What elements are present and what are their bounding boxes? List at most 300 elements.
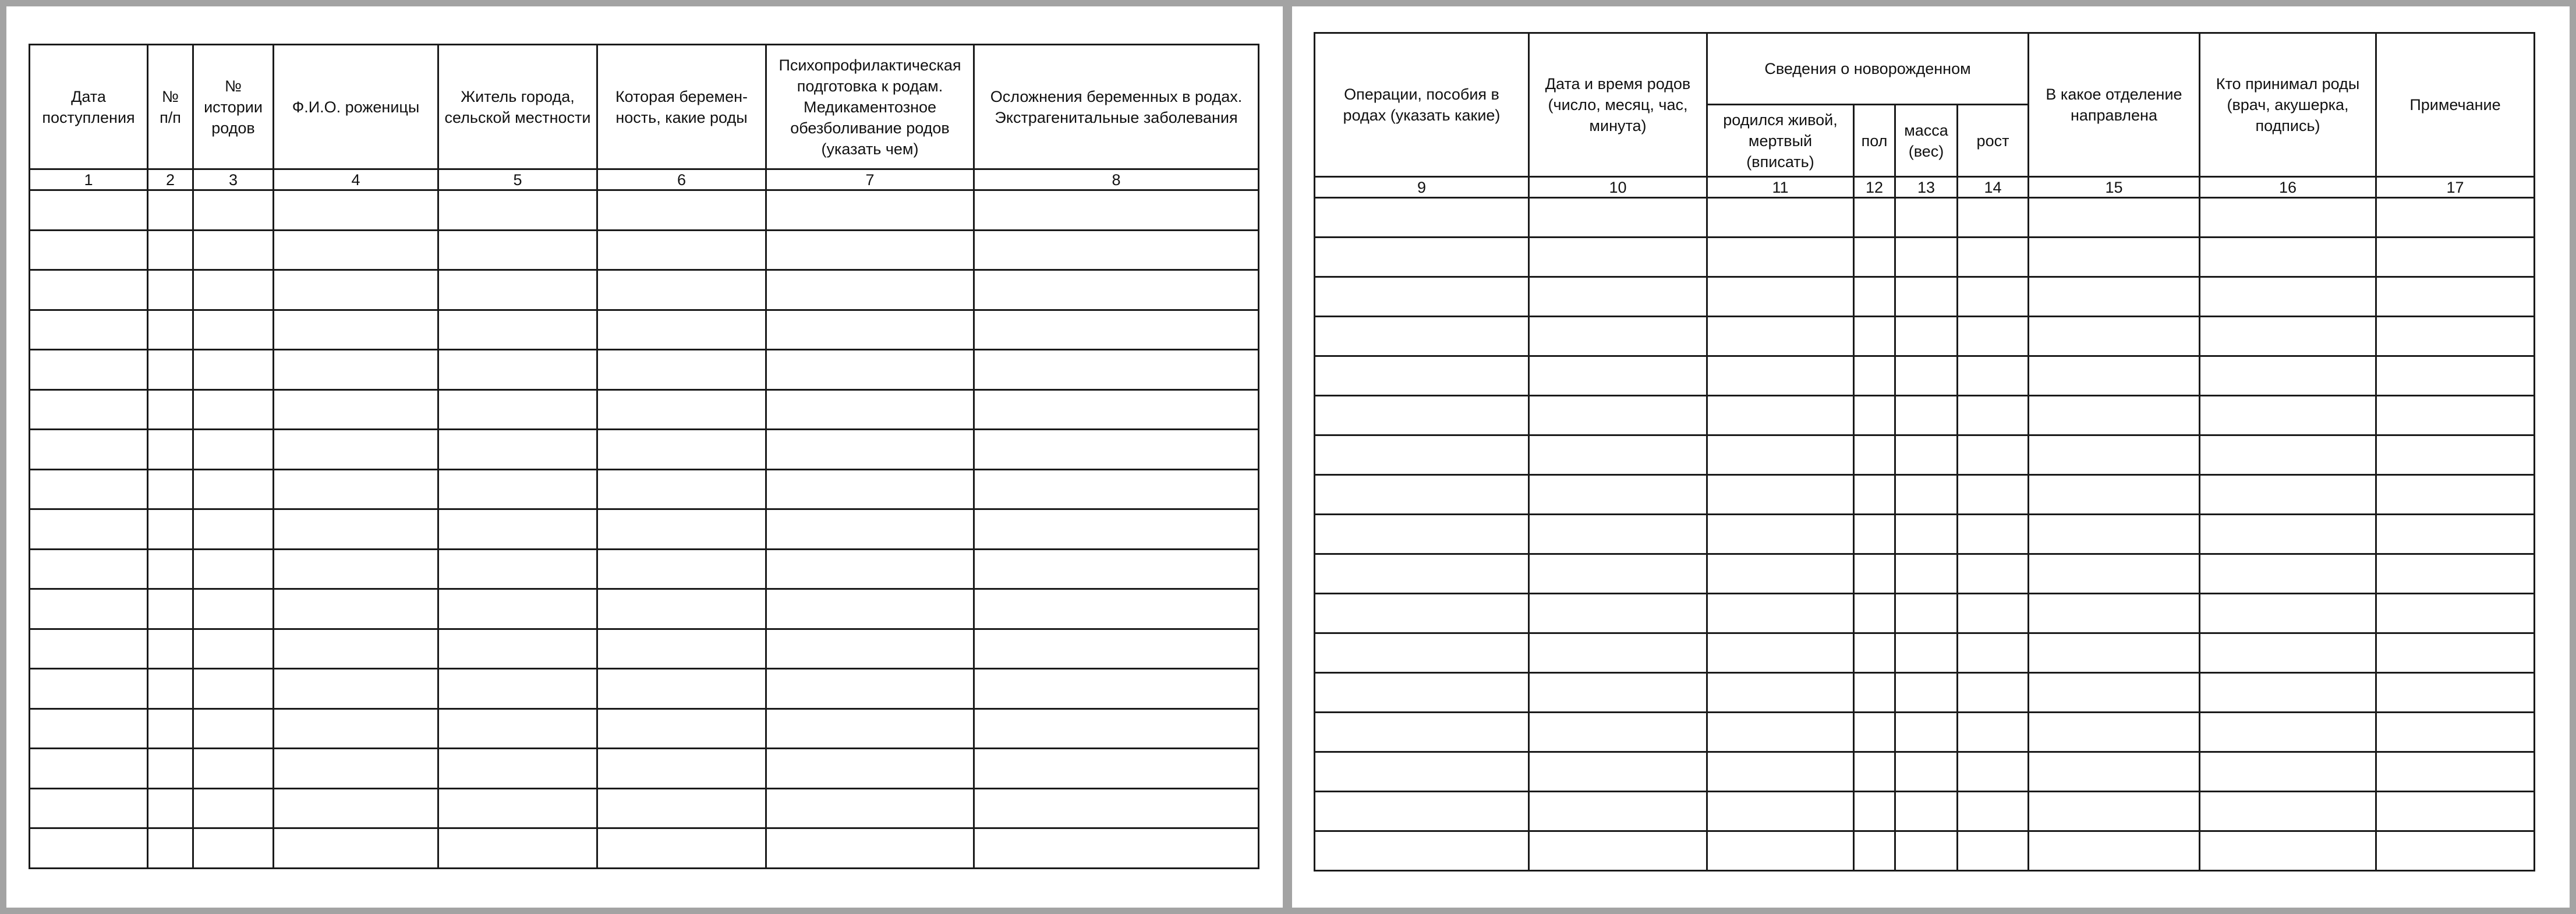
entry-cell[interactable] — [1895, 554, 1958, 594]
entry-cell[interactable] — [30, 389, 148, 430]
entry-cell[interactable] — [766, 708, 974, 749]
entry-cell[interactable] — [1895, 633, 1958, 673]
column-number-row — [1315, 177, 2535, 198]
entry-cell[interactable] — [2200, 435, 2376, 475]
entry-cell[interactable] — [974, 509, 1259, 550]
entry-cell[interactable] — [766, 270, 974, 310]
entry-cell[interactable] — [274, 788, 438, 828]
entry-cell[interactable] — [1854, 435, 1895, 475]
entry-cell[interactable] — [1315, 594, 1529, 633]
entry-cell[interactable] — [30, 629, 148, 669]
entry-cell[interactable] — [438, 430, 597, 470]
header-operations: Операции, пособия в родах (указать какие) — [1315, 33, 1529, 177]
entry-cell[interactable] — [1854, 713, 1895, 752]
entry-cell[interactable] — [1707, 198, 1854, 238]
entry-cell[interactable] — [1529, 792, 1707, 831]
entry-cell[interactable] — [148, 430, 193, 470]
entry-cell[interactable] — [148, 389, 193, 430]
entry-cell[interactable] — [2376, 831, 2535, 871]
entry-cell[interactable] — [30, 469, 148, 509]
entry-cell[interactable] — [1895, 792, 1958, 831]
entry-cell[interactable] — [766, 549, 974, 589]
entry-cell[interactable] — [1529, 673, 1707, 713]
entry-cell[interactable] — [1958, 633, 2029, 673]
entry-cell[interactable] — [274, 549, 438, 589]
entry-cell[interactable] — [2029, 633, 2200, 673]
entry-cell[interactable] — [2376, 752, 2535, 792]
entry-cell[interactable] — [2029, 238, 2200, 277]
entry-cell[interactable] — [30, 350, 148, 390]
entry-cell[interactable] — [1707, 792, 1854, 831]
entry-cell[interactable] — [1707, 594, 1854, 633]
entry-cell[interactable] — [274, 389, 438, 430]
entry-cell[interactable] — [2376, 277, 2535, 317]
entry-cell[interactable] — [1958, 515, 2029, 554]
entry-cell[interactable] — [2376, 713, 2535, 752]
entry-cell[interactable] — [974, 788, 1259, 828]
entry-cell[interactable] — [1707, 356, 1854, 396]
entry-cell[interactable] — [438, 669, 597, 709]
entry-cell[interactable] — [1707, 673, 1854, 713]
entry-cell[interactable] — [2376, 475, 2535, 515]
entry-cell[interactable] — [1854, 198, 1895, 238]
entry-cell[interactable] — [1315, 277, 1529, 317]
entry-cell[interactable] — [1315, 673, 1529, 713]
entry-cell[interactable] — [1315, 396, 1529, 435]
entry-cell[interactable] — [597, 549, 766, 589]
entry-cell[interactable] — [438, 788, 597, 828]
entry-cell[interactable] — [1958, 594, 2029, 633]
entry-cell[interactable] — [2376, 198, 2535, 238]
entry-cell[interactable] — [1958, 792, 2029, 831]
entry-cell[interactable] — [2200, 554, 2376, 594]
entry-cell[interactable] — [597, 310, 766, 350]
entry-cell[interactable] — [438, 190, 597, 231]
entry-cell[interactable] — [193, 469, 274, 509]
entry-cell[interactable] — [1529, 198, 1707, 238]
entry-cell[interactable] — [2029, 713, 2200, 752]
entry-cell[interactable] — [1958, 554, 2029, 594]
entry-cell[interactable] — [2029, 792, 2200, 831]
entry-cell[interactable] — [1958, 277, 2029, 317]
entry-cell[interactable] — [2200, 633, 2376, 673]
entry-cell[interactable] — [974, 549, 1259, 589]
entry-cell[interactable] — [1854, 238, 1895, 277]
entry-cell[interactable] — [1895, 198, 1958, 238]
entry-cell[interactable] — [30, 828, 148, 869]
entry-cell[interactable] — [274, 749, 438, 789]
entry-cell[interactable] — [2376, 554, 2535, 594]
entry-cell[interactable] — [1854, 792, 1895, 831]
entry-cell[interactable] — [1707, 475, 1854, 515]
entry-cell[interactable] — [2200, 475, 2376, 515]
entry-cell[interactable] — [193, 230, 274, 270]
entry-cell[interactable] — [148, 629, 193, 669]
entry-cell[interactable] — [597, 749, 766, 789]
entry-cell[interactable] — [148, 549, 193, 589]
entry-cell[interactable] — [1854, 475, 1895, 515]
entry-cell[interactable] — [438, 310, 597, 350]
entry-cell[interactable] — [1315, 792, 1529, 831]
entry-cell[interactable] — [2376, 633, 2535, 673]
entry-cell[interactable] — [766, 629, 974, 669]
entry-cell[interactable] — [438, 629, 597, 669]
entry-cell[interactable] — [30, 509, 148, 550]
entry-cell[interactable] — [597, 788, 766, 828]
entry-cell[interactable] — [1707, 515, 1854, 554]
column-number: 15 — [2029, 177, 2200, 198]
entry-cell[interactable] — [148, 310, 193, 350]
entry-cell[interactable] — [1315, 554, 1529, 594]
column-number: 1 — [30, 169, 148, 190]
entry-cell[interactable] — [274, 828, 438, 869]
entry-cell[interactable] — [1529, 633, 1707, 673]
entry-cell[interactable] — [1958, 396, 2029, 435]
entry-cell[interactable] — [438, 749, 597, 789]
entry-cell[interactable] — [974, 350, 1259, 390]
entry-cell[interactable] — [1315, 713, 1529, 752]
entry-cell[interactable] — [30, 669, 148, 709]
entry-cell[interactable] — [438, 708, 597, 749]
entry-cell[interactable] — [1895, 277, 1958, 317]
entry-cell[interactable] — [974, 310, 1259, 350]
entry-cell[interactable] — [274, 589, 438, 629]
entry-cell[interactable] — [1958, 673, 2029, 713]
entry-cell[interactable] — [766, 310, 974, 350]
entry-cell[interactable] — [2200, 396, 2376, 435]
entry-cell[interactable] — [274, 350, 438, 390]
entry-cell[interactable] — [974, 828, 1259, 869]
entry-cell[interactable] — [1958, 435, 2029, 475]
entry-cell[interactable] — [1707, 396, 1854, 435]
entry-cell[interactable] — [2029, 475, 2200, 515]
entry-cell[interactable] — [1958, 317, 2029, 356]
entry-cell[interactable] — [1895, 673, 1958, 713]
entry-cell[interactable] — [274, 469, 438, 509]
table-row — [30, 190, 1259, 231]
entry-cell[interactable] — [1315, 752, 1529, 792]
entry-cell[interactable] — [1529, 396, 1707, 435]
entry-cell[interactable] — [1707, 317, 1854, 356]
entry-cell[interactable] — [1958, 752, 2029, 792]
entry-cell[interactable] — [1958, 831, 2029, 871]
entry-cell[interactable] — [1854, 277, 1895, 317]
entry-cell[interactable] — [1315, 435, 1529, 475]
entry-cell[interactable] — [274, 190, 438, 231]
entry-cell[interactable] — [2200, 317, 2376, 356]
entry-cell[interactable] — [974, 270, 1259, 310]
entry-cell[interactable] — [30, 589, 148, 629]
entry-cell[interactable] — [1707, 713, 1854, 752]
entry-cell[interactable] — [1854, 554, 1895, 594]
entry-cell[interactable] — [1895, 238, 1958, 277]
entry-cell[interactable] — [438, 270, 597, 310]
entry-cell[interactable] — [1529, 317, 1707, 356]
entry-cell[interactable] — [1529, 515, 1707, 554]
entry-cell[interactable] — [2200, 673, 2376, 713]
entry-cell[interactable] — [1895, 831, 1958, 871]
entry-cell[interactable] — [1895, 317, 1958, 356]
entry-cell[interactable] — [597, 430, 766, 470]
entry-cell[interactable] — [766, 589, 974, 629]
entry-cell[interactable] — [193, 430, 274, 470]
entry-cell[interactable] — [597, 230, 766, 270]
entry-cell[interactable] — [597, 509, 766, 550]
entry-cell[interactable] — [766, 749, 974, 789]
entry-cell[interactable] — [1529, 752, 1707, 792]
entry-cell[interactable] — [2029, 752, 2200, 792]
entry-cell[interactable] — [193, 669, 274, 709]
entry-cell[interactable] — [148, 509, 193, 550]
entry-cell[interactable] — [2200, 277, 2376, 317]
entry-cell[interactable] — [1315, 356, 1529, 396]
entry-cell[interactable] — [193, 589, 274, 629]
entry-cell[interactable] — [148, 669, 193, 709]
entry-cell[interactable] — [1529, 238, 1707, 277]
entry-cell[interactable] — [2200, 515, 2376, 554]
entry-cell[interactable] — [438, 469, 597, 509]
entry-cell[interactable] — [974, 669, 1259, 709]
entry-cell[interactable] — [30, 230, 148, 270]
entry-cell[interactable] — [1707, 752, 1854, 792]
entry-cell[interactable] — [597, 708, 766, 749]
entry-cell[interactable] — [597, 389, 766, 430]
entry-cell[interactable] — [1854, 515, 1895, 554]
entry-cell[interactable] — [2376, 396, 2535, 435]
entry-cell[interactable] — [148, 469, 193, 509]
entry-cell[interactable] — [2029, 356, 2200, 396]
entry-cell[interactable] — [1315, 238, 1529, 277]
entry-cell[interactable] — [766, 788, 974, 828]
entry-cell[interactable] — [597, 828, 766, 869]
entry-cell[interactable] — [30, 430, 148, 470]
entry-cell[interactable] — [1529, 554, 1707, 594]
entry-cell[interactable] — [597, 190, 766, 231]
entry-cell[interactable] — [1315, 475, 1529, 515]
entry-cell[interactable] — [274, 310, 438, 350]
entry-cell[interactable] — [2029, 554, 2200, 594]
entry-cell[interactable] — [597, 270, 766, 310]
entry-cell[interactable] — [2200, 831, 2376, 871]
entry-cell[interactable] — [1895, 713, 1958, 752]
entry-cell[interactable] — [974, 629, 1259, 669]
entry-cell[interactable] — [274, 708, 438, 749]
entry-cell[interactable] — [1854, 317, 1895, 356]
header-newborn-mass: масса (вес) — [1895, 105, 1958, 177]
entry-cell[interactable] — [766, 669, 974, 709]
entry-cell[interactable] — [766, 469, 974, 509]
entry-cell[interactable] — [1854, 673, 1895, 713]
entry-cell[interactable] — [1315, 633, 1529, 673]
entry-cell[interactable] — [148, 230, 193, 270]
entry-cell[interactable] — [1854, 594, 1895, 633]
entry-cell[interactable] — [2200, 198, 2376, 238]
entry-cell[interactable] — [193, 509, 274, 550]
entry-cell[interactable] — [1895, 752, 1958, 792]
entry-cell[interactable] — [974, 230, 1259, 270]
entry-cell[interactable] — [438, 350, 597, 390]
entry-cell[interactable] — [766, 828, 974, 869]
entry-cell[interactable] — [2376, 792, 2535, 831]
entry-cell[interactable] — [766, 509, 974, 550]
entry-cell[interactable] — [974, 389, 1259, 430]
entry-cell[interactable] — [193, 190, 274, 231]
entry-cell[interactable] — [274, 509, 438, 550]
entry-cell[interactable] — [438, 549, 597, 589]
entry-cell[interactable] — [1529, 713, 1707, 752]
entry-cell[interactable] — [1315, 317, 1529, 356]
entry-cell[interactable] — [1895, 594, 1958, 633]
entry-cell[interactable] — [148, 270, 193, 310]
entry-cell[interactable] — [2200, 792, 2376, 831]
entry-cell[interactable] — [2200, 238, 2376, 277]
entry-cell[interactable] — [274, 230, 438, 270]
entry-cell[interactable] — [193, 629, 274, 669]
entry-cell[interactable] — [1958, 713, 2029, 752]
entry-cell[interactable] — [2029, 831, 2200, 871]
entry-cell[interactable] — [193, 310, 274, 350]
entry-cell[interactable] — [1529, 356, 1707, 396]
entry-cell[interactable] — [1529, 277, 1707, 317]
entry-cell[interactable] — [2376, 238, 2535, 277]
table-row — [1315, 317, 2535, 356]
entry-cell[interactable] — [974, 190, 1259, 231]
entry-cell[interactable] — [597, 469, 766, 509]
entry-cell[interactable] — [2376, 435, 2535, 475]
entry-cell[interactable] — [2200, 752, 2376, 792]
entry-cell[interactable] — [1895, 435, 1958, 475]
entry-cell[interactable] — [148, 708, 193, 749]
entry-cell[interactable] — [148, 589, 193, 629]
entry-cell[interactable] — [193, 828, 274, 869]
entry-cell[interactable] — [1854, 831, 1895, 871]
entry-cell[interactable] — [766, 230, 974, 270]
entry-cell[interactable] — [2376, 673, 2535, 713]
entry-cell[interactable] — [30, 190, 148, 231]
entry-cell[interactable] — [148, 190, 193, 231]
entry-cell[interactable] — [1895, 515, 1958, 554]
entry-cell[interactable] — [30, 270, 148, 310]
entry-cell[interactable] — [597, 350, 766, 390]
entry-cell[interactable] — [30, 749, 148, 789]
entry-cell[interactable] — [1854, 752, 1895, 792]
entry-cell[interactable] — [1958, 356, 2029, 396]
entry-cell[interactable] — [974, 589, 1259, 629]
entry-cell[interactable] — [1958, 238, 2029, 277]
entry-cell[interactable] — [1529, 594, 1707, 633]
entry-cell[interactable] — [30, 708, 148, 749]
entry-cell[interactable] — [1315, 831, 1529, 871]
entry-cell[interactable] — [1854, 356, 1895, 396]
entry-cell[interactable] — [2200, 713, 2376, 752]
entry-cell[interactable] — [1707, 554, 1854, 594]
entry-cell[interactable] — [766, 350, 974, 390]
entry-cell[interactable] — [193, 389, 274, 430]
entry-cell[interactable] — [974, 749, 1259, 789]
entry-cell[interactable] — [2200, 356, 2376, 396]
entry-cell[interactable] — [193, 549, 274, 589]
entry-cell[interactable] — [1895, 396, 1958, 435]
entry-cell[interactable] — [766, 430, 974, 470]
entry-cell[interactable] — [1707, 633, 1854, 673]
entry-cell[interactable] — [1707, 238, 1854, 277]
entry-cell[interactable] — [30, 310, 148, 350]
entry-cell[interactable] — [1895, 356, 1958, 396]
entry-cell[interactable] — [30, 788, 148, 828]
entry-cell[interactable] — [1895, 475, 1958, 515]
entry-cell[interactable] — [1529, 435, 1707, 475]
entry-cell[interactable] — [438, 389, 597, 430]
entry-cell[interactable] — [2376, 515, 2535, 554]
entry-cell[interactable] — [1958, 198, 2029, 238]
entry-cell[interactable] — [193, 350, 274, 390]
entry-cell[interactable] — [2200, 594, 2376, 633]
entry-cell[interactable] — [193, 749, 274, 789]
entry-cell[interactable] — [193, 270, 274, 310]
entry-cell[interactable] — [1707, 831, 1854, 871]
entry-cell[interactable] — [1315, 198, 1529, 238]
table-row — [1315, 554, 2535, 594]
entry-cell[interactable] — [438, 230, 597, 270]
entry-cell[interactable] — [974, 469, 1259, 509]
entry-cell[interactable] — [2029, 317, 2200, 356]
entry-cell[interactable] — [1529, 475, 1707, 515]
entry-cell[interactable] — [1958, 475, 2029, 515]
entry-cell[interactable] — [2029, 396, 2200, 435]
entry-cell[interactable] — [193, 788, 274, 828]
entry-cell[interactable] — [1854, 633, 1895, 673]
entry-cell[interactable] — [2376, 356, 2535, 396]
births-table — [1314, 32, 2535, 872]
entry-cell[interactable] — [2029, 435, 2200, 475]
entry-cell[interactable] — [597, 629, 766, 669]
entry-cell[interactable] — [438, 509, 597, 550]
entry-cell[interactable] — [274, 430, 438, 470]
entry-cell[interactable] — [2376, 317, 2535, 356]
entry-cell[interactable] — [148, 749, 193, 789]
entry-cell[interactable] — [766, 190, 974, 231]
entry-cell[interactable] — [438, 828, 597, 869]
entry-cell[interactable] — [597, 589, 766, 629]
entry-cell[interactable] — [2029, 277, 2200, 317]
entry-cell[interactable] — [2029, 673, 2200, 713]
entry-cell[interactable] — [193, 708, 274, 749]
entry-cell[interactable] — [974, 708, 1259, 749]
entry-cell[interactable] — [1854, 396, 1895, 435]
table-row — [30, 469, 1259, 509]
header-department: В какое отделение направлена — [2029, 33, 2200, 177]
entry-cell[interactable] — [2376, 594, 2535, 633]
entry-cell[interactable] — [148, 788, 193, 828]
entry-cell[interactable] — [2029, 515, 2200, 554]
entry-cell[interactable] — [438, 589, 597, 629]
entry-cell[interactable] — [1707, 277, 1854, 317]
entry-cell[interactable] — [274, 270, 438, 310]
entry-cell[interactable] — [274, 629, 438, 669]
entry-cell[interactable] — [1315, 515, 1529, 554]
entry-cell[interactable] — [2029, 198, 2200, 238]
entry-cell[interactable] — [1529, 831, 1707, 871]
entry-cell[interactable] — [274, 669, 438, 709]
entry-cell[interactable] — [766, 389, 974, 430]
entry-cell[interactable] — [597, 669, 766, 709]
entry-cell[interactable] — [30, 549, 148, 589]
entry-cell[interactable] — [148, 828, 193, 869]
entry-cell[interactable] — [148, 350, 193, 390]
entry-cell[interactable] — [2029, 594, 2200, 633]
entry-cell[interactable] — [1707, 435, 1854, 475]
entry-cell[interactable] — [974, 430, 1259, 470]
